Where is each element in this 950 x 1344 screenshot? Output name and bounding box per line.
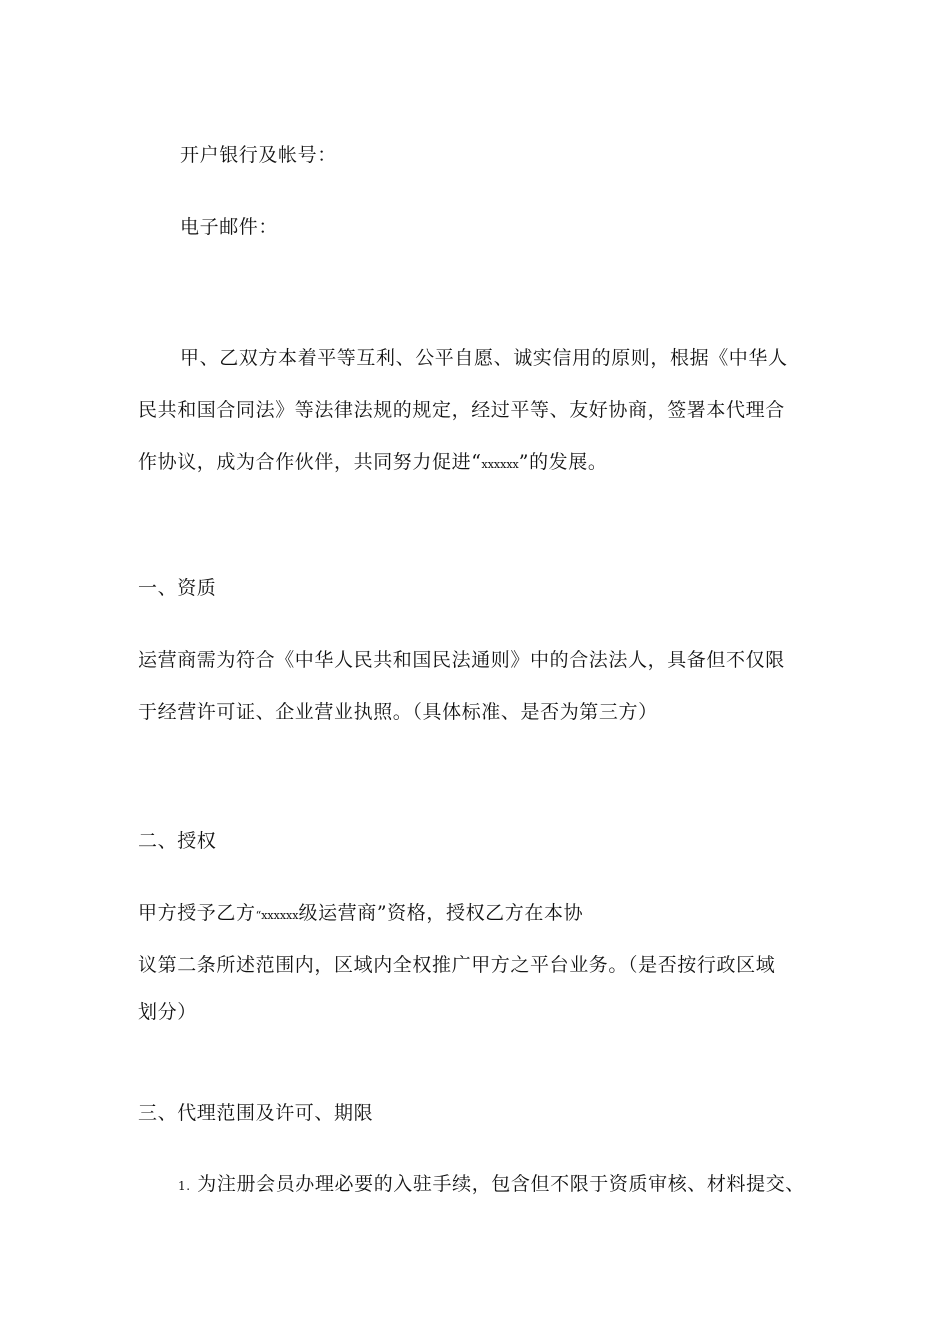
preamble-line-2: 民共和国合同法》等法律法规的规定，经过平等、友好协商，签署本代理合: [138, 399, 785, 421]
section-2-line-1-start: 甲方授予乙方: [138, 902, 256, 924]
preamble-line-3-start: 作协议，成为合作伙伴，共同努力促进“: [138, 451, 482, 473]
section-1-line-2: 于经营许可证、企业营业执照。（具体标准、是否为第三方）: [138, 701, 658, 723]
section-3-title: 三、代理范围及许可、期限: [138, 1102, 374, 1124]
preamble-line-3-end: ”的发展。: [518, 451, 608, 473]
item-number: 1.: [178, 1179, 191, 1193]
section-2-title: 二、授权: [138, 830, 217, 852]
bank-account-label: 开户银行及帐号：: [180, 144, 337, 166]
placeholder-xxxxxx: “xxxxxx: [255, 909, 299, 922]
placeholder-xxxxxx: xxxxxx: [481, 458, 519, 471]
section-2-line-1: [138, 901, 583, 928]
preamble-line-3: [138, 450, 607, 477]
section-2-line-3: 划分）: [138, 1001, 197, 1023]
section-2-line-2: 议第二条所述范围内，区域内全权推广甲方之平台业务。（是否按行政区域: [138, 954, 776, 976]
section-3-item-1: [178, 1172, 805, 1198]
item-text: 为注册会员办理必要的入驻手续，包含但不限于资质审核、材料提交、: [197, 1173, 805, 1195]
section-1-line-1: 运营商需为符合《中华人民共和国民法通则》中的合法法人，具备但不仅限: [138, 649, 785, 671]
section-1-title: 一、资质: [138, 577, 217, 599]
email-label: 电子邮件：: [180, 216, 279, 238]
section-2-line-1-end: 级运营商”资格，授权乙方在本协: [298, 902, 584, 924]
preamble-line-1: 甲、乙双方本着平等互利、公平自愿、诚实信用的原则，根据《中华人: [180, 347, 788, 369]
